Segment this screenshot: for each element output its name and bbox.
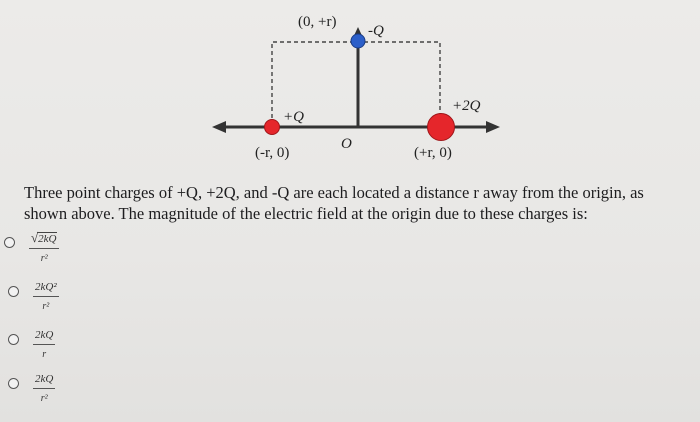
radio-button[interactable] — [8, 286, 19, 297]
charge-diagram — [0, 0, 700, 180]
option-1-fraction — [29, 232, 59, 264]
option-4-numerator: 2kQ — [33, 373, 55, 389]
label-point-right: (+r, 0) — [414, 145, 452, 161]
option-4-denominator: r² — [40, 393, 48, 404]
label-charge-right: +2Q — [452, 98, 481, 114]
option-1-denominator: r² — [40, 253, 48, 264]
option-3-numerator: 2kQ — [33, 329, 55, 345]
option-1-numerator — [29, 232, 59, 249]
radio-button[interactable] — [8, 378, 19, 389]
charge-negative-q — [351, 34, 365, 48]
sqrt-icon: √ — [31, 230, 39, 245]
charge-positive-2q — [428, 114, 455, 141]
option-3[interactable] — [8, 329, 55, 360]
option-1[interactable] — [4, 232, 59, 264]
option-2-denominator: r² — [42, 301, 50, 312]
label-point-top: (0, +r) — [298, 14, 337, 30]
label-origin: O — [341, 136, 352, 152]
radio-button[interactable] — [8, 334, 19, 345]
option-3-denominator: r — [42, 349, 47, 360]
option-2-numerator: 2kQ² — [33, 281, 59, 297]
option-2[interactable] — [8, 281, 59, 312]
option-4[interactable] — [8, 373, 55, 404]
dashed-guide-lines — [272, 42, 440, 118]
x-axis-right-arrow-icon — [486, 121, 500, 133]
label-point-left: (-r, 0) — [255, 145, 290, 161]
label-charge-left: +Q — [283, 109, 304, 125]
option-2-fraction — [33, 281, 59, 312]
option-1-numerator-text: 2kQ — [38, 233, 57, 245]
x-axis-left-arrow-icon — [212, 121, 226, 133]
label-charge-top: -Q — [368, 23, 384, 39]
option-3-fraction — [33, 329, 55, 360]
question-text: Three point charges of +Q, +2Q, and -Q are each located a distance r away from the origin, as shown above. The magnitude of the electric field at the origin due to these charges is: — [24, 183, 644, 223]
option-4-fraction — [33, 373, 55, 404]
radio-button[interactable] — [4, 237, 15, 248]
charge-positive-q — [265, 120, 280, 135]
